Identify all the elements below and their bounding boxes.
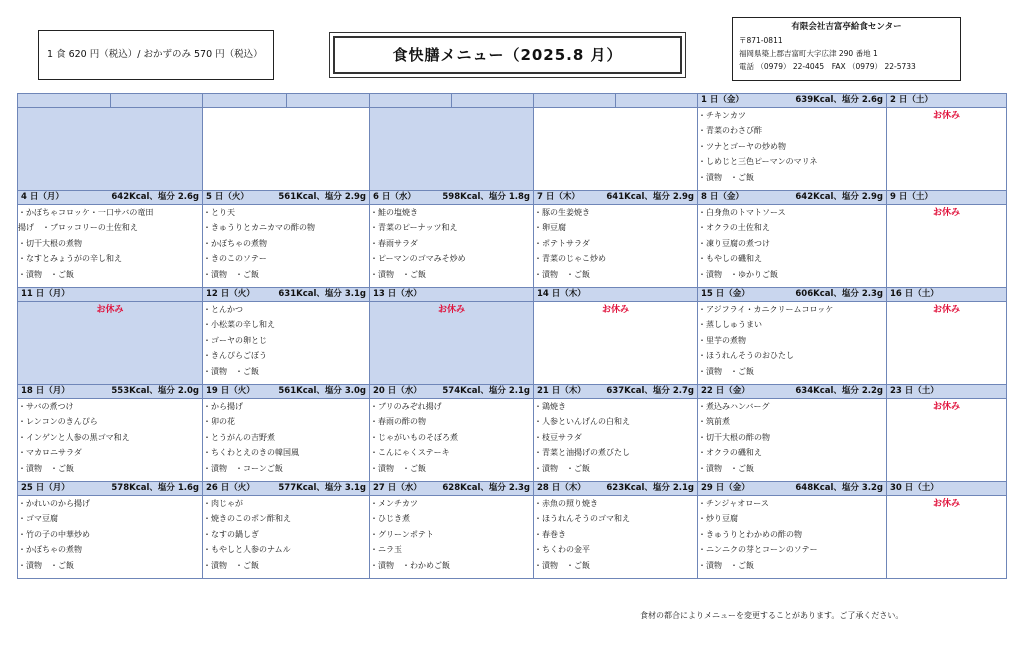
company-info <box>732 17 961 81</box>
menu-item: ・蒸ししゅうまい <box>698 320 762 330</box>
menu-item: ・漬物 ・ご飯 <box>698 366 754 376</box>
day-nutrition: 561Kcal、塩分 2.9g <box>278 192 366 202</box>
day-date: 18 日（月） <box>21 386 70 396</box>
day-date: 23 日（土） <box>890 386 939 396</box>
day-menu <box>698 302 887 385</box>
menu-item: ・ツナとゴーヤの炒め物 <box>698 141 786 151</box>
day-date: 4 日（月） <box>21 192 64 202</box>
day-date: 19 日（火） <box>206 386 255 396</box>
menu-item: ・かぼちゃの煮物 <box>18 545 82 555</box>
day-nutrition: 642Kcal、塩分 2.9g <box>795 192 883 202</box>
menu-item: ・アジフライ・カニクリームコロッケ <box>698 305 834 314</box>
day-nutrition: 606Kcal、塩分 2.3g <box>795 289 883 299</box>
menu-item: ・焼きのこのポン酢和え <box>203 514 291 524</box>
day-nutrition: 642Kcal、塩分 2.6g <box>111 192 199 202</box>
menu-item: ・きゅうりとわかめの酢の物 <box>698 529 802 539</box>
day-nutrition: 553Kcal、塩分 2.0g <box>111 386 199 396</box>
menu-item: ・漬物 ・ご飯 <box>18 269 74 279</box>
menu-item: ・もやしと人参のナムル <box>203 545 291 555</box>
day-date: 30 日（土） <box>890 483 939 493</box>
company-name: 有限会社吉富亭給食センター <box>791 22 902 32</box>
day-date: 7 日（木） <box>537 192 580 202</box>
menu-item: ・チキンカツ <box>698 111 746 120</box>
day-nutrition: 561Kcal、塩分 3.0g <box>278 386 366 396</box>
holiday-label: お休み <box>887 205 1007 288</box>
menu-item: ・とうがんの吉野煮 <box>203 432 275 442</box>
day-menu <box>370 399 534 482</box>
holiday-label: お休み <box>887 496 1007 579</box>
day-date: 12 日（火） <box>206 289 255 299</box>
day-date: 1 日（金） <box>701 95 744 105</box>
day-header <box>203 385 370 399</box>
menu-item: ・春雨サラダ <box>370 238 418 248</box>
menu-item: ・里芋の煮物 <box>698 335 746 345</box>
menu-item: ・漬物 ・ご飯 <box>203 366 259 376</box>
menu-item: ・きゅうりとカニカマの酢の物 <box>203 223 315 233</box>
holiday-label: お休み <box>18 302 203 385</box>
day-header-empty <box>203 94 370 108</box>
day-nutrition: 639Kcal、塩分 2.6g <box>795 95 883 105</box>
day-header <box>18 191 203 205</box>
menu-item: ・じゃがいものそぼろ煮 <box>370 432 458 442</box>
menu-item: ・漬物 ・ご飯 <box>203 560 259 570</box>
menu-item: ・鶏焼き <box>534 402 566 411</box>
menu-item: ・漬物 ・ご飯 <box>370 463 426 473</box>
menu-item: ・肉じゃが <box>203 499 243 508</box>
menu-item: ・ポテトサラダ <box>534 238 590 248</box>
day-nutrition: 631Kcal、塩分 3.1g <box>278 289 366 299</box>
menu-item: ・切干大根の煮物 <box>18 238 82 248</box>
title-frame <box>329 32 686 78</box>
menu-item: ・オクラの土佐和え <box>698 223 770 233</box>
menu-item: ・漬物 ・ご飯 <box>698 560 754 570</box>
menu-item: ・枝豆サラダ <box>534 432 582 442</box>
day-header <box>698 288 887 302</box>
day-menu <box>698 205 887 288</box>
day-header <box>203 191 370 205</box>
day-header <box>370 482 534 496</box>
day-menu <box>698 496 887 579</box>
company-address: 福岡県築上郡吉富町大字広津 290 番地 1 <box>739 49 878 58</box>
holiday-label: お休み <box>534 302 698 385</box>
day-date: 9 日（土） <box>890 192 933 202</box>
day-header <box>887 191 1007 205</box>
menu-item: ・卯の花 <box>203 417 235 427</box>
company-phone: 電話 （0979） 22-4045 FAX （0979） 22-5733 <box>739 62 916 71</box>
day-date: 5 日（火） <box>206 192 249 202</box>
menu-item: ・漬物 ・ご飯 <box>534 269 590 279</box>
day-nutrition: 574Kcal、塩分 2.1g <box>442 386 530 396</box>
holiday-label: お休み <box>887 108 1007 191</box>
day-menu <box>203 399 370 482</box>
page-title: 食快膳メニュー（2025.8 月） <box>333 36 682 74</box>
menu-item: ・ニンニクの芽とコーンのソテー <box>698 545 818 555</box>
week-2-header <box>18 191 1007 205</box>
menu-item: ・炒り豆腐 <box>698 514 738 524</box>
week-1-body <box>18 108 1007 191</box>
day-header <box>370 385 534 399</box>
day-header <box>698 385 887 399</box>
day-date: 2 日（土） <box>890 95 933 105</box>
menu-item: ・漬物 ・ご飯 <box>18 560 74 570</box>
day-menu <box>534 496 698 579</box>
day-header <box>370 191 534 205</box>
menu-item: ・かぼちゃコロッケ・一口サバの竜田 <box>18 208 154 217</box>
day-header <box>18 288 203 302</box>
menu-item: ・漬物 ・ご飯 <box>18 463 74 473</box>
day-date: 16 日（土） <box>890 289 939 299</box>
day-nutrition: 577Kcal、塩分 3.1g <box>278 483 366 493</box>
menu-calendar <box>17 93 1007 579</box>
empty-cell <box>370 108 534 191</box>
day-header <box>534 288 698 302</box>
day-nutrition: 623Kcal、塩分 2.1g <box>606 483 694 493</box>
menu-item: ・煮込みハンバーグ <box>698 402 770 411</box>
day-date: 22 日（金） <box>701 386 750 396</box>
day-header-empty <box>534 94 698 108</box>
day-date: 6 日（水） <box>373 192 416 202</box>
day-nutrition: 637Kcal、塩分 2.7g <box>606 386 694 396</box>
week-3-body <box>18 302 1007 385</box>
company-postal: 〒871-0811 <box>739 36 783 45</box>
day-date: 29 日（金） <box>701 483 750 493</box>
menu-item: ・漬物 ・ご飯 <box>370 269 426 279</box>
menu-item: 揚げ ・ブロッコリーの土佐和え <box>18 223 138 233</box>
day-header <box>887 94 1007 108</box>
menu-item: ・青菜のわさび酢 <box>698 126 762 136</box>
day-menu <box>203 496 370 579</box>
day-date: 28 日（木） <box>537 483 586 493</box>
day-menu <box>534 399 698 482</box>
menu-item: ・インゲンと人参の黒ゴマ和え <box>18 432 130 442</box>
day-date: 11 日（月） <box>21 289 70 299</box>
menu-item: ・春巻き <box>534 529 566 539</box>
menu-item: ・鮭の塩焼き <box>370 208 418 217</box>
menu-item: ・青菜のじゃこ炒め <box>534 254 606 264</box>
menu-item: ・もやしの磯和え <box>698 254 762 264</box>
menu-item: ・人参といんげんの白和え <box>534 417 630 427</box>
day-nutrition: 648Kcal、塩分 3.2g <box>795 483 883 493</box>
day-date: 15 日（金） <box>701 289 750 299</box>
day-menu <box>18 496 203 579</box>
day-nutrition: 578Kcal、塩分 1.6g <box>111 483 199 493</box>
menu-item: ・から揚げ <box>203 402 243 411</box>
empty-cell <box>534 108 698 191</box>
week-4-body <box>18 399 1007 482</box>
holiday-label: お休み <box>370 302 534 385</box>
menu-item: ・竹の子の中華炒め <box>18 529 90 539</box>
day-date: 20 日（水） <box>373 386 422 396</box>
menu-item: ・ちくわの金平 <box>534 545 590 555</box>
menu-item: ・青菜と油揚げの煮びたし <box>534 448 630 458</box>
day-date: 14 日（木） <box>537 289 586 299</box>
menu-item: ・ブリのみぞれ揚げ <box>370 402 442 411</box>
footer-note: 食材の都合によりメニューを変更することがあります。ご了承ください。 <box>640 611 904 620</box>
day-date: 27 日（水） <box>373 483 422 493</box>
menu-item: ・切干大根の酢の物 <box>698 432 770 442</box>
day-menu <box>18 399 203 482</box>
price-info: 1 食 620 円（税込）/ おかずのみ 570 円（税込） <box>38 30 274 80</box>
menu-item: ・ゴーヤの卵とじ <box>203 335 267 345</box>
day-menu <box>203 205 370 288</box>
menu-item: ・ピーマンのゴマみそ炒め <box>370 254 466 264</box>
day-menu <box>203 302 370 385</box>
day-header <box>698 191 887 205</box>
day-header <box>887 385 1007 399</box>
day-nutrition: 634Kcal、塩分 2.2g <box>795 386 883 396</box>
week-2-body <box>18 205 1007 288</box>
menu-item: ・ゴマ豆腐 <box>18 514 58 524</box>
menu-item: ・きんぴらごぼう <box>203 351 267 361</box>
week-1-header <box>18 94 1007 108</box>
menu-item: ・漬物 ・ご飯 <box>534 463 590 473</box>
day-menu <box>534 205 698 288</box>
menu-item: ・漬物 ・コーンご飯 <box>203 463 283 473</box>
day-date: 26 日（火） <box>206 483 255 493</box>
menu-item: ・きのこのソテー <box>203 254 267 264</box>
menu-item: ・なすの鍋しぎ <box>203 529 259 539</box>
week-4-header <box>18 385 1007 399</box>
menu-item: ・メンチカツ <box>370 499 418 508</box>
day-header <box>887 482 1007 496</box>
menu-item: ・とんかつ <box>203 305 243 314</box>
day-header <box>534 482 698 496</box>
day-header <box>534 191 698 205</box>
menu-item: ・小松菜の辛し和え <box>203 320 275 330</box>
menu-item: ・白身魚のトマトソース <box>698 208 786 217</box>
day-header-empty <box>370 94 534 108</box>
menu-item: ・なすとみょうがの辛し和え <box>18 254 122 264</box>
holiday-label: お休み <box>887 302 1007 385</box>
menu-item: ・ひじき煮 <box>370 514 410 524</box>
day-header <box>18 482 203 496</box>
day-header-empty <box>18 94 203 108</box>
menu-item: ・かれいのから揚げ <box>18 499 90 508</box>
menu-item: ・かぼちゃの煮物 <box>203 238 267 248</box>
day-menu <box>370 205 534 288</box>
menu-item: ・漬物 ・ご飯 <box>203 269 259 279</box>
menu-item: ・ほうれんそうのゴマ和え <box>534 514 630 524</box>
day-header <box>887 288 1007 302</box>
menu-item: ・漬物 ・わかめご飯 <box>370 560 450 570</box>
day-date: 21 日（木） <box>537 386 586 396</box>
day-menu <box>698 108 887 191</box>
day-menu <box>698 399 887 482</box>
menu-item: ・赤魚の照り焼き <box>534 499 598 508</box>
menu-item: ・筑前煮 <box>698 417 730 427</box>
day-header <box>203 288 370 302</box>
empty-cell <box>203 108 370 191</box>
menu-item: ・漬物 ・ご飯 <box>698 463 754 473</box>
menu-item: ・豚の生姜焼き <box>534 208 590 217</box>
week-3-header <box>18 288 1007 302</box>
day-nutrition: 598Kcal、塩分 1.8g <box>442 192 530 202</box>
menu-item: ・レンコンのきんぴら <box>18 417 98 427</box>
day-header <box>534 385 698 399</box>
day-date: 8 日（金） <box>701 192 744 202</box>
menu-item: ・漬物 ・ご飯 <box>534 560 590 570</box>
day-nutrition: 628Kcal、塩分 2.3g <box>442 483 530 493</box>
menu-item: ・漬物 ・ご飯 <box>698 172 754 182</box>
empty-cell <box>18 108 203 191</box>
menu-item: ・しめじと三色ピーマンのマリネ <box>698 157 818 167</box>
week-5-body <box>18 496 1007 579</box>
day-nutrition: 641Kcal、塩分 2.9g <box>606 192 694 202</box>
menu-item: ・凍り豆腐の煮つけ <box>698 238 770 248</box>
menu-item: ・サバの煮つけ <box>18 402 74 411</box>
day-date: 25 日（月） <box>21 483 70 493</box>
day-date: 13 日（水） <box>373 289 422 299</box>
day-menu <box>18 205 203 288</box>
menu-item: ・オクラの磯和え <box>698 448 762 458</box>
day-menu <box>370 496 534 579</box>
day-header <box>370 288 534 302</box>
week-5-header <box>18 482 1007 496</box>
day-header <box>18 385 203 399</box>
menu-item: ・卵豆腐 <box>534 223 566 233</box>
menu-item: ・マカロニサラダ <box>18 448 82 458</box>
menu-item: ・グリーンポテト <box>370 529 434 539</box>
menu-item: ・春雨の酢の物 <box>370 417 426 427</box>
menu-item: ・とり天 <box>203 208 235 217</box>
day-header <box>203 482 370 496</box>
holiday-label: お休み <box>887 399 1007 482</box>
menu-item: ・青菜のピーナッツ和え <box>370 223 458 233</box>
day-header <box>698 94 887 108</box>
day-header <box>698 482 887 496</box>
menu-item: ・チンジャオロース <box>698 499 769 508</box>
menu-item: ・ニラ玉 <box>370 545 402 555</box>
menu-item: ・漬物 ・ゆかりご飯 <box>698 269 778 279</box>
menu-item: ・ちくわとえのきの韓国風 <box>203 448 299 458</box>
menu-item: ・こんにゃくステーキ <box>370 448 450 458</box>
menu-item: ・ほうれんそうのおひたし <box>698 351 794 361</box>
